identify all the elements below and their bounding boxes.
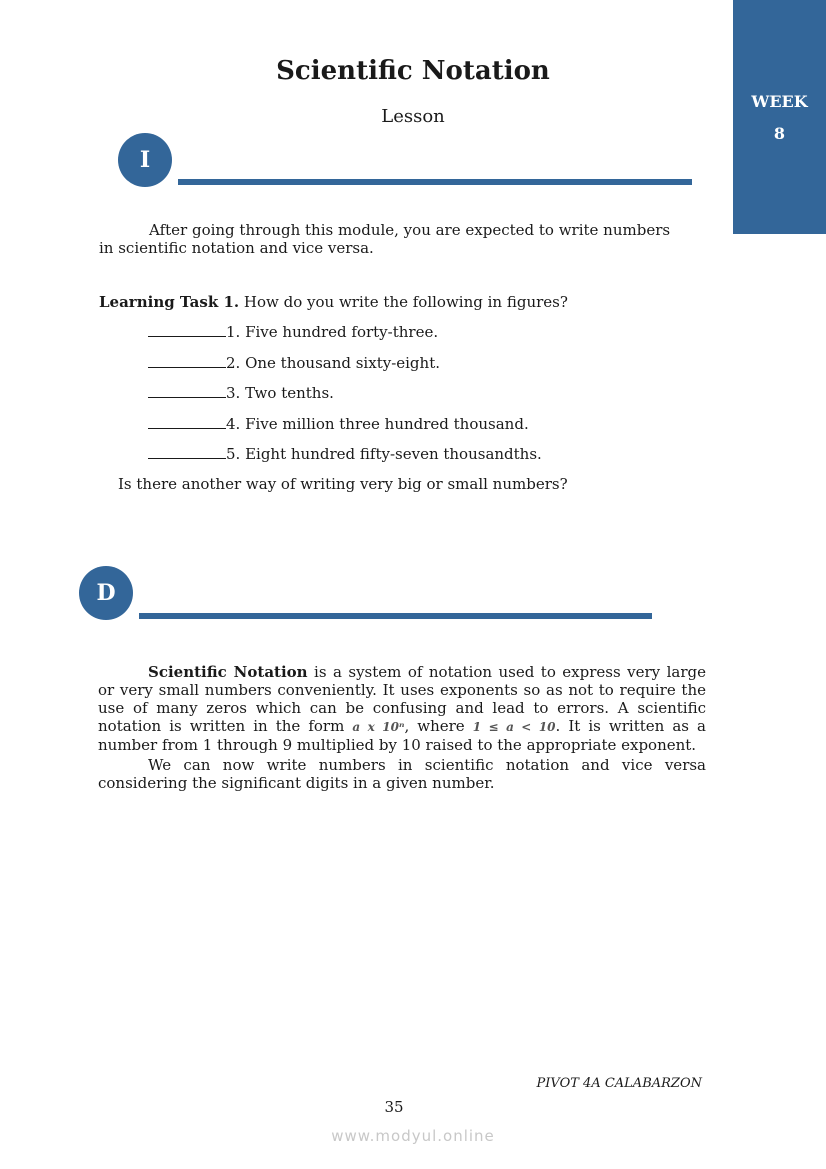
section-d-rule — [139, 613, 652, 619]
answer-blank — [148, 322, 226, 337]
formula-form: a x 10ⁿ — [352, 720, 405, 734]
list-item — [148, 322, 438, 341]
footer-source: PIVOT 4A CALABARZON — [536, 1076, 702, 1091]
answer-blank — [148, 414, 226, 429]
task-item-text: 3. Two tenths. — [226, 384, 334, 402]
definition-where: , where — [404, 717, 465, 735]
page-title: Scientific Notation — [276, 56, 550, 86]
section-i-intro — [99, 221, 689, 257]
answer-blank — [148, 444, 226, 459]
section-d-definition — [98, 663, 706, 792]
watermark: www.modyul.online — [331, 1127, 495, 1145]
section-i-rule — [178, 179, 692, 185]
intro-text: After going through this module, you are expected to write numbers in scientific notation and vice versa. — [99, 221, 671, 257]
closing-question: Is there another way of writing very big or small numbers? — [118, 475, 568, 493]
scientific-notation-term: Scientific Notation — [148, 663, 308, 681]
list-item — [148, 444, 542, 463]
task-item-text: 1. Five hundred forty-three. — [226, 323, 439, 341]
page-subtitle: Lesson — [381, 106, 445, 127]
week-label: WEEK — [751, 92, 808, 111]
list-item — [148, 414, 529, 433]
task-item-text: 5. Eight hundred fifty-seven thousandths. — [226, 445, 542, 463]
list-item — [148, 353, 440, 372]
answer-blank — [148, 383, 226, 398]
section-d-badge: D — [79, 566, 133, 620]
week-number: 8 — [773, 124, 786, 143]
task-item-text: 2. One thousand sixty-eight. — [226, 354, 440, 372]
answer-blank — [148, 353, 226, 368]
section-i-badge: I — [118, 133, 172, 187]
page-number: 35 — [384, 1098, 404, 1116]
vice-versa-text: We can now write numbers in scientific notation and vice versa considering the significant digits in a given number. — [98, 756, 706, 792]
formula-condition: 1 ≤ a < 10 — [472, 720, 556, 734]
list-item — [148, 383, 334, 402]
learning-task-label: Learning Task 1. — [99, 293, 240, 311]
definition-text: is a system of notation used to express very large or very small numbers conveniently. It uses exponents so as not to require the use of many zeros which can be confusing and lead to errors. A scientific notation is written in the form — [98, 663, 706, 735]
definition-rest: . It is written as a number from 1 through 9 multiplied by 10 raised to the appropriate exponent. — [98, 717, 706, 754]
task-item-text: 4. Five million three hundred thousand. — [226, 415, 529, 433]
learning-task-heading — [99, 293, 699, 311]
learning-task-question: How do you write the following in figures? — [243, 293, 568, 311]
